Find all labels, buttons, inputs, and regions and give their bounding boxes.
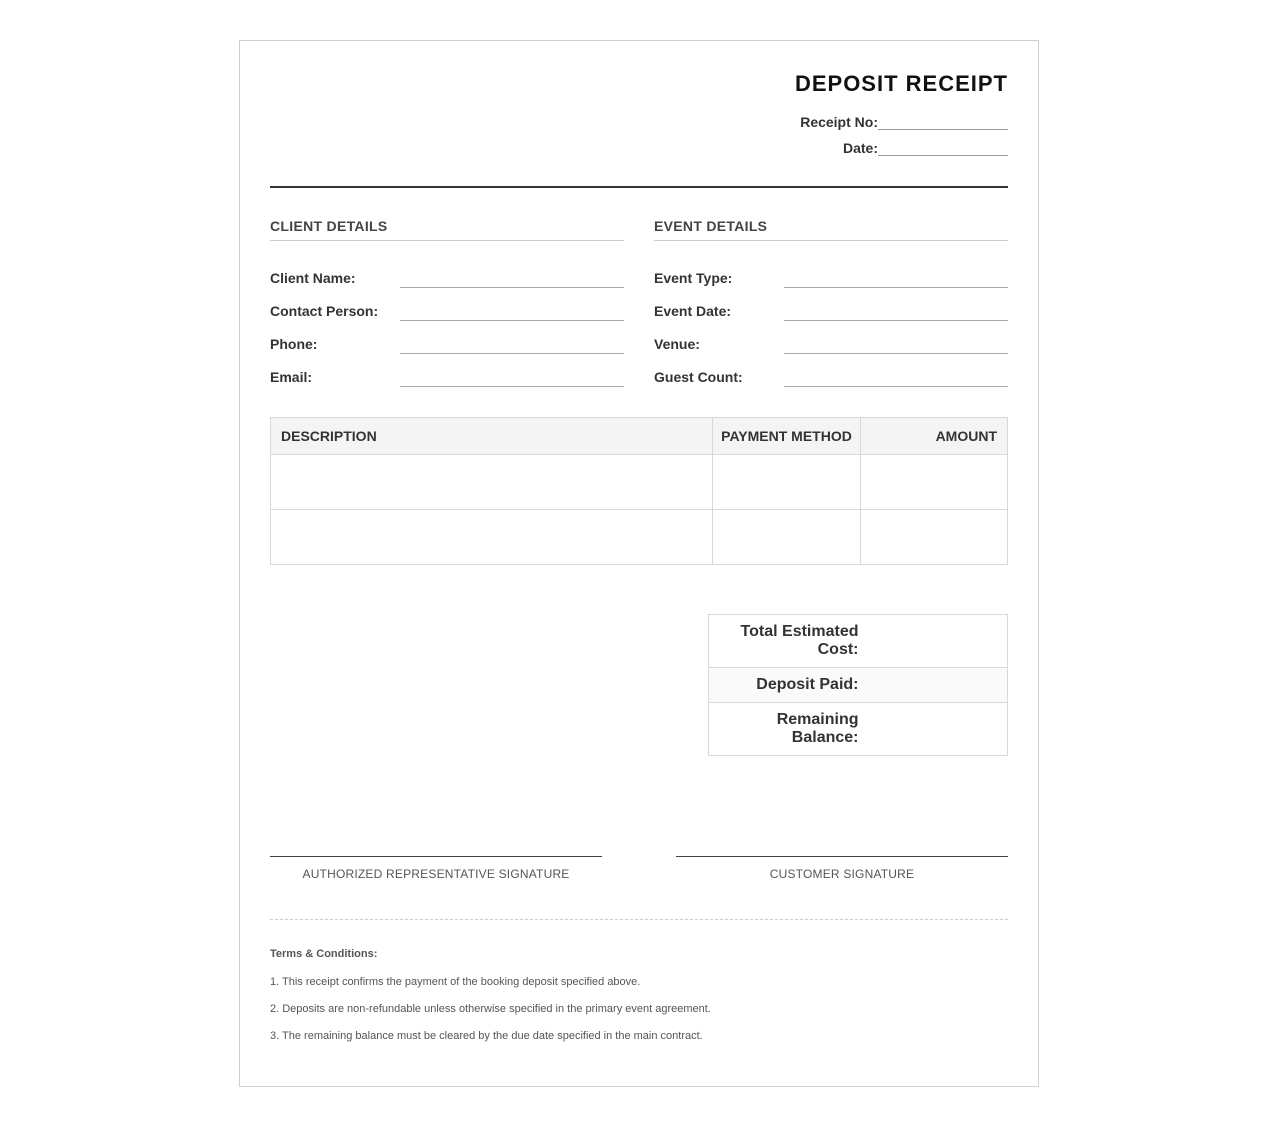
- venue-row: [654, 321, 1008, 354]
- receipt-page: [239, 40, 1039, 1087]
- deposit-paid-row: [709, 668, 1008, 703]
- client-name-field[interactable]: [400, 268, 624, 288]
- total-estimated-cost-row: [709, 615, 1008, 668]
- event-date-field[interactable]: [784, 301, 1008, 321]
- contact-person-label: Contact Person:: [270, 303, 379, 319]
- guest-count-field[interactable]: [784, 367, 1008, 387]
- header-divider: [270, 186, 1008, 188]
- payment-method-column-header: PAYMENT METHOD: [713, 418, 861, 455]
- terms-item: 1. This receipt confirms the payment of the booking deposit specified above.: [270, 976, 641, 988]
- deposit-paid-label: Deposit Paid:: [709, 668, 859, 703]
- document-title: DEPOSIT RECEIPT: [794, 71, 1008, 96]
- table-header-row: [271, 418, 1008, 455]
- event-details-section: [654, 218, 1008, 387]
- email-row: [270, 354, 624, 387]
- date-label: Date:: [842, 140, 878, 156]
- table-row: [271, 510, 1008, 565]
- contact-person-row: [270, 288, 624, 321]
- payment-items-table: [270, 417, 1008, 565]
- event-type-label: Event Type:: [654, 270, 733, 286]
- event-type-field[interactable]: [784, 268, 1008, 288]
- terms-item: 3. The remaining balance must be cleared by the due date specified in the main contract.: [270, 1030, 703, 1042]
- amount-column-header: AMOUNT: [861, 418, 1008, 455]
- customer-signature-label: CUSTOMER SIGNATURE: [769, 867, 915, 881]
- description-cell[interactable]: [271, 455, 713, 510]
- terms-heading: Terms & Conditions:: [270, 948, 378, 960]
- event-date-row: [654, 288, 1008, 321]
- venue-field[interactable]: [784, 334, 1008, 354]
- amount-cell[interactable]: [861, 510, 1008, 565]
- event-type-row: [654, 255, 1008, 288]
- phone-field[interactable]: [400, 334, 624, 354]
- terms-section: [270, 948, 1008, 1057]
- date-field[interactable]: [878, 142, 1008, 156]
- event-date-label: Event Date:: [654, 303, 732, 319]
- deposit-paid-value[interactable]: [859, 668, 1008, 703]
- amount-cell[interactable]: [861, 455, 1008, 510]
- payment-method-cell[interactable]: [713, 510, 861, 565]
- date-row: [843, 138, 1008, 156]
- representative-signature-label: AUTHORIZED REPRESENTATIVE SIGNATURE: [302, 867, 570, 881]
- contact-person-field[interactable]: [400, 301, 624, 321]
- description-column-header: DESCRIPTION: [271, 418, 713, 455]
- phone-label: Phone:: [270, 336, 318, 352]
- remaining-balance-label: Remaining Balance:: [709, 703, 859, 756]
- email-field[interactable]: [400, 367, 624, 387]
- payment-method-cell[interactable]: [713, 455, 861, 510]
- totals-table: [708, 614, 1008, 756]
- guest-count-row: [654, 354, 1008, 387]
- remaining-balance-row: [709, 703, 1008, 756]
- receipt-number-field[interactable]: [878, 116, 1008, 130]
- table-row: [271, 455, 1008, 510]
- receipt-number-row: [800, 112, 1008, 130]
- receipt-number-label: Receipt No:: [800, 114, 878, 130]
- venue-label: Venue:: [654, 336, 700, 352]
- remaining-balance-value[interactable]: [859, 703, 1008, 756]
- customer-signature-line[interactable]: [676, 856, 1008, 883]
- email-label: Email:: [270, 369, 313, 385]
- terms-divider: [270, 919, 1008, 920]
- client-name-label: Client Name:: [270, 270, 356, 286]
- client-details-section: [270, 218, 624, 387]
- guest-count-label: Guest Count:: [654, 369, 743, 385]
- total-estimated-cost-label: Total Estimated Cost:: [709, 615, 859, 668]
- representative-signature-line[interactable]: [270, 856, 602, 883]
- terms-item: 2. Deposits are non-refundable unless otherwise specified in the primary event agreement.: [270, 1003, 711, 1015]
- description-cell[interactable]: [271, 510, 713, 565]
- event-details-heading: EVENT DETAILS: [654, 218, 1008, 241]
- total-estimated-cost-value[interactable]: [859, 615, 1008, 668]
- phone-row: [270, 321, 624, 354]
- client-details-heading: CLIENT DETAILS: [270, 218, 624, 241]
- client-name-row: [270, 255, 624, 288]
